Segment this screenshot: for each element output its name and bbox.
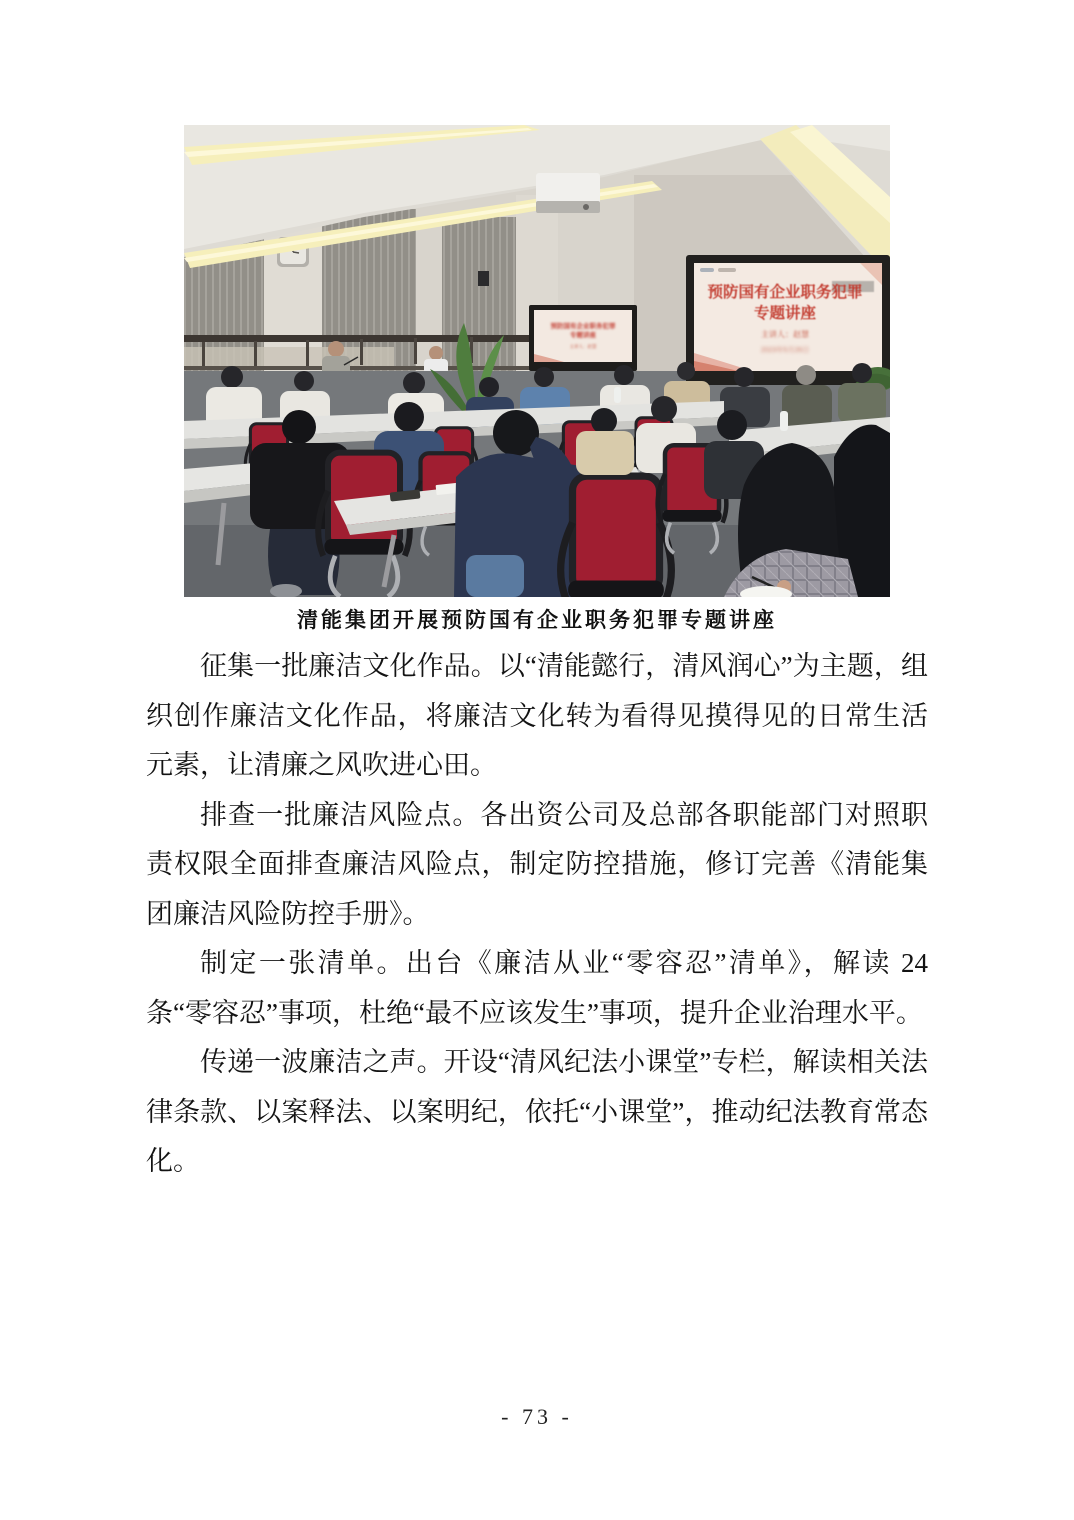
slide-date-line: 2023年5月26日 <box>760 347 810 354</box>
water-bottle <box>780 411 788 431</box>
paragraph-3: 制定一张清单。出台《廉洁从业“零容忍”清单》，解读 24 条“零容忍”事项，杜绝“最不应该发生”事项，提升企业治理水平。 <box>146 948 928 1028</box>
jeans <box>466 555 524 597</box>
slide-title-line2-small: 专题讲座 <box>570 332 596 339</box>
paragraph-1: 征集一批廉洁文化作品。以“清能懿行，清风润心”为主题，组织创作廉洁文化作品，将廉洁文化转为看得见摸得见的日常生活元素，让清廉之风吹进心田。 <box>146 651 928 780</box>
body-text <box>146 642 928 1187</box>
slide-logo <box>718 268 736 272</box>
slide-logo <box>700 268 714 272</box>
wall-speaker-box <box>478 271 489 286</box>
presentation-screen-small <box>529 305 637 371</box>
slide-speaker-line-small: 主讲人：赵慧 <box>569 344 597 349</box>
meeting-scene <box>184 125 890 597</box>
slide-speaker-line: 主讲人：赵慧 <box>761 330 809 339</box>
page-number: - 73 - <box>501 1404 573 1429</box>
slide-title-line1-small: 预防国有企业职务犯罪 <box>550 323 616 330</box>
slide-title-line1: 预防国有企业职务犯罪 <box>707 284 863 301</box>
projector <box>536 173 600 213</box>
speaker-head <box>328 341 344 357</box>
photo-caption: 清能集团开展预防国有企业职务犯罪专题讲座 <box>297 608 777 632</box>
slide-title-line2: 专题讲座 <box>753 305 817 322</box>
water-bottle <box>614 387 621 403</box>
meeting-photo <box>184 125 890 597</box>
paragraph-2: 排查一批廉洁风险点。各出资公司及总部各职能部门对照职责权限全面排查廉洁风险点，制定防控措施，修订完善《清能集团廉洁风险防控手册》。 <box>146 799 928 929</box>
paragraph-4: 传递一波廉洁之声。开设“清风纪法小课堂”专栏，解读相关法律条款、以案释法、以案明纪，依托“小课堂”，推动纪法教育常态化。 <box>146 1047 928 1176</box>
